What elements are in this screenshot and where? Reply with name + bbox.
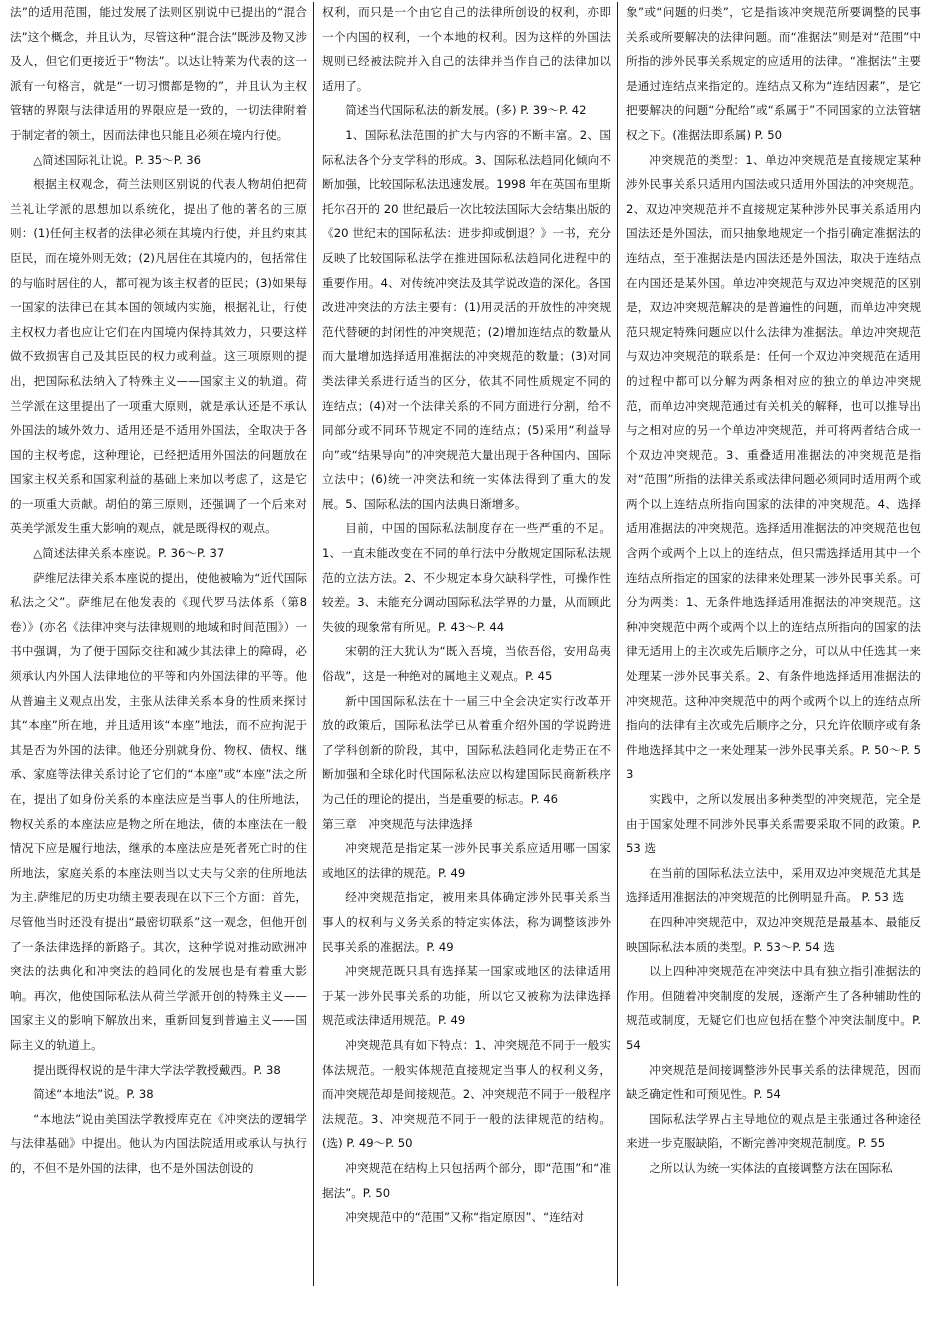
- chapter-heading: 第三章 冲突规范与法律选择: [322, 816, 473, 831]
- document-page: [10, 0, 940, 1300]
- paragraph: 1、国际私法范围的扩大与内容的不断丰富。2、国际私法各个分支学科的形成。3、国际私法趋同化倾向不断加强，比较国际私法迅速发展。1998 年在英国布里斯托尔召开的 20 世纪最后一次比较法国际大会结集出版的《20 世纪末的国际私法：进步抑或倒退？》一书，充分反映了比较国际私法学在推进国际私法趋同化进程中的重要作用。4、对传统冲突法及其学说改造的深化。各国改进冲突法的方法主要有：(1)用灵活的开放性的冲突规范代替硬的封闭性的冲突规范；(2)增加连结点的数量从而大量增加选择适用准据法的冲突规范的数量；(3)对同类法律关系进行适当的区分，依其不同性质规定不同的连结点；(4)对一个法律关系的不同方面进行分割，给不同部分或不同环节规定不同的连结点；(5)采用“利益导向”或“结果导向”的冲突规范大量出现于各种国内、国际立法中；(6)统一冲突法和统一实体法得到了重大的发展。5、国际私法的国内法典日渐增多。: [322, 127, 611, 511]
- paragraph: 在当前的国际私法立法中，采用双边冲突规范尤其是选择适用准据法的冲突规范的比例明显升高。 P. 53 选: [626, 865, 921, 905]
- text-column-right: [618, 0, 921, 1290]
- section-heading: 简述当代国际私法的新发展。(多) P. 39～P. 42: [345, 103, 587, 118]
- paragraph: 权利，而只是一个由它自己的法律所创设的权利，亦即一个内国的权利，一个本地的权利。因为这样的外国法规则已经被法院并入自己的法律并当作自己的法律加以适用了。: [322, 5, 611, 93]
- paragraph: 冲突规范具有如下特点：1、冲突规范不同于一般实体法规范。一般实体规范直接规定当事人的权利义务，而冲突规范却是间接规范。2、冲突规范不同于一般程序法规范。3、冲突规范不同于一般的法律规范的结构。(选) P. 49～P. 50: [322, 1037, 611, 1151]
- paragraph: 冲突规范既只具有选择某一国家或地区的法律适用于某一涉外民事关系的功能，所以它又被称为法律选择规范或法律适用规范。P. 49: [322, 964, 611, 1028]
- section-heading: 简述“本地法”说。P. 38: [33, 1087, 154, 1102]
- paragraph: 宋朝的汪大犹认为“既入吾境，当依吾俗，安用岛夷俗哉”，这是一种绝对的属地主义观点。P. 45: [322, 644, 611, 684]
- paragraph: 经冲突规范指定，被用来具体确定涉外民事关系当事人的权利与义务关系的特定实体法，称为调整该涉外民事关系的准据法。P. 49: [322, 890, 611, 954]
- paragraph: 根据主权观念，荷兰法则区别说的代表人物胡伯把荷兰礼让学派的思想加以系统化，提出了他的著名的三原则：(1)任何主权者的法律必须在其境内行使，并且约束其臣民，而在境外则无效；(2)凡居住在其境内的，包括常住的与临时居住的人，都可视为该主权者的臣民；(3)如果每一国家的法律已在其本国的领域内实施，根据礼让，行使主权权力者也应让它们在内国境内保持其效力，只要这样做不致损害自己及其臣民的权力或利益。这三项原则的提出，把国际私法纳入了特殊主义——国家主义的轨道。荷兰学派在这里提出了一项重大原则，就是承认还是不承认外国法的域外效力、适用还是不适用外国法，全取决于各国的主权考虑，这种理论，已经把适用外国法的问题放在国家主权关系和国家利益的基础上来加以考虑了，这是它的一项重大贡献。胡伯的第三原则，还强调了一个后来对英美学派发生重大影响的观点，就是既得权的观点。: [10, 177, 307, 536]
- paragraph: 象”或“问题的归类”，它是指该冲突规范所要调整的民事关系或所要解决的法律问题。而“准据法”则是对“范围”中所指的涉外民事关系规定的应适用的法律。“准据法”主要是通过连结点来指定的。连结点又称为“连结因素”，是它把要解决的问题“分配给”或“系属于”不同国家的立法管辖权之下。(准据法即系属) P. 50: [626, 5, 921, 142]
- paragraph: 国际私法学界占主导地位的观点是主张通过各种途径来进一步克服缺陷，不断完善冲突规范制度。P. 55: [626, 1111, 921, 1151]
- text-column-middle: [314, 0, 617, 1290]
- paragraph: 以上四种冲突规范在冲突法中具有独立指引准据法的作用。但随着冲突制度的发展，逐渐产生了各种辅助性的规范或制度，无疑它们也应包括在整个冲突法制度中。P. 54: [626, 964, 921, 1052]
- paragraph: 提出既得权说的是牛津大学法学教授戴西。P. 38: [33, 1062, 281, 1077]
- paragraph: 冲突规范是指定某一涉外民事关系应适用哪一国家或地区的法律的规范。P. 49: [322, 841, 611, 880]
- paragraph: 萨维尼法律关系本座说的提出，使他被喻为“近代国际私法之父”。萨维尼在他发表的《现代罗马法体系（第8卷）》(亦名《法律冲突与法律规则的地域和时间范围》）一书中强调，为了便于国际交往和减少其法律上的障碍，必须承认内外国人法律地位的平等和内外国法律的平等。他从普遍主义观点出发，主张从法律关系本身的性质来探讨其“本座”所在地，并且适用该“本座”地法，而不应拘泥于其是否为外国的法律。他还分别就身份、物权、债权、继承、家庭等法律关系讨论了它们的“本座”或“本座”法之所在，提出了如身份关系的本座法应是当事人的住所地法，物权关系的本座法应是物之所在地法，债的本座法在一般情况下应是履行地法，继承的本座法应是死者死亡时的住所地法，家庭关系的本座法则当以丈夫与父亲的住所地法为主.萨维尼的历史功绩主要表现在以下三个方面：首先，尽管他当时还没有提出“最密切联系”这一观念，但他开创了一条法律选择的新路子。其次，这种学说对推动欧洲冲突法的法典化和冲突法的趋同化的发展也是有着重大影响。再次，他使国际私法从荷兰学派开创的特殊主义——国家主义的影响下解放出来，重新回复到普遍主义——国际主义的轨道上。: [10, 570, 307, 1052]
- paragraph: 冲突规范是间接调整涉外民事关系的法律规范，因而缺乏确定性和可预见性。P. 54: [626, 1062, 921, 1102]
- section-heading: △简述法律关系本座说。P. 36～P. 37: [33, 546, 225, 561]
- paragraph: 实践中，之所以发展出多种类型的冲突规范，完全是由于国家处理不同涉外民事关系需要采取不同的政策。P. 53 选: [626, 792, 921, 856]
- paragraph: 冲突规范在结构上只包括两个部分，即“范围”和“准据法”。P. 50: [322, 1160, 611, 1200]
- paragraph: 在四种冲突规范中，双边冲突规范是最基本、最能反映国际私法本质的类型。P. 53～P. 54 选: [626, 914, 921, 954]
- paragraph: 法”的适用范围，能过发展了法则区别说中已提出的“混合法”这个概念，并且认为，尽管这种“混合法”既涉及物又涉及人，但它们更接近于“物法”。以达让特莱为代表的这一派有一句格言，就是“一切习惯都是物的”，并且认为主权管辖的界限与法律适用的界限应是一致的，一切法律附着于制定者的领土，因而法律也只能且必须在境内行使。: [10, 5, 307, 142]
- text-column-left: [10, 0, 313, 1290]
- paragraph: 冲突规范的类型：1、单边冲突规范是直接规定某种涉外民事关系只适用内国法或只适用外国法的冲突规范。2、双边冲突规范并不直接规定某种涉外民事关系适用内国法还是外国法，而只抽象地规定一个指引确定准据法的连结点，至于准据法是内国法还是外国法，取决于连结点在内国还是某外国。单边冲突规范与双边冲突规范的区别是，双边冲突规范解决的是普遍性的问题，而单边冲突规范只规定特殊问题应以什么法律为准据法。单边冲突规范与双边冲突规范的联系是：任何一个双边冲突规范在适用的过程中都可以分解为两条相对应的独立的单边冲突规范，而单边冲突规范通过有关机关的解释，也可以推导出与之相对应的另一个单边冲突规范，并可将两者结合成一个双边冲突规范。3、重叠适用准据法的冲突规范是指对“范围”所指的法律关系或法律问题必须同时适用两个或两个以上连结点所指向国家的法律的冲突规范。4、选择适用准据法的冲突规范。选择适用准据法的冲突规范也包含两个或两个上以上的连结点，但只需选择适用其中一个连结点所指定的国家的法律来处理某一涉外民事关系。可分为两类：1、无条件地选择适用准据法的冲突规范。这种冲突规范中两个或两个以上的连结点所指向的国家的法律无适用上的主次或先后顺序之分，可以从中任选其一来处理某一涉外民事关系。2、有条件地选择适用准据法的冲突规范。这种冲突规范中的两个或两个以上的连结点所指向的法律有主次或先后顺序之分，只允许依顺序或有条件地选择其中之一来处理某一涉外民事关系。P. 50～P. 53: [626, 152, 921, 782]
- section-heading: △简述国际礼让说。P. 35～P. 36: [33, 152, 202, 167]
- paragraph: “本地法”说由美国法学教授库克在《冲突法的逻辑学与法律基础》中提出。他认为内国法院适用或承认与执行的，不但不是外国的法律，也不是外国法创设的: [10, 1111, 307, 1175]
- paragraph: 目前，中国的国际私法制度存在一些严重的不足。1、一直未能改变在不同的单行法中分散规定国际私法规范的立法方法。2、不少规定本身欠缺科学性，可操作性较差。3、未能充分调动国际私法学界的力量，从而顾此失彼的现象常有所见。P. 43～P. 44: [322, 521, 611, 634]
- paragraph: 之所以认为统一实体法的直接调整方法在国际私: [649, 1160, 893, 1175]
- paragraph: 新中国国际私法在十一届三中全会决定实行改革开放的政策后，国际私法学已从着重介绍外国的学说跨进了学科创新的阶段，其中，国际私法趋同化走势正在不断加强和全球化时代国际私法应以构建国际民商新秩序为己任的理论的提出，当是重要的标志。P. 46: [322, 693, 611, 806]
- paragraph: 冲突规范中的“范围”又称“指定原因”、“连结对: [345, 1210, 584, 1225]
